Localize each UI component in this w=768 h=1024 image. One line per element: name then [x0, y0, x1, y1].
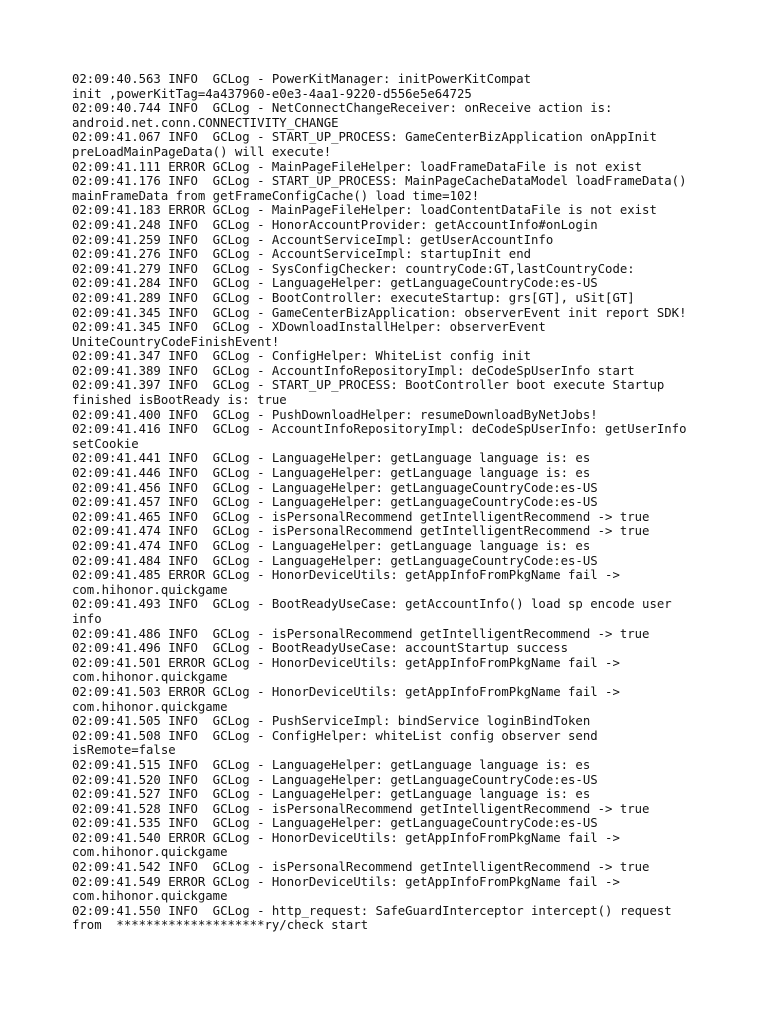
- log-line: from ********************ry/check start: [72, 918, 369, 933]
- log-line: 02:09:41.176 INFO GCLog - START_UP_PROCESS: MainPageCacheDataModel loadFrameData(): [72, 174, 687, 189]
- log-line: 02:09:41.456 INFO GCLog - LanguageHelper: getLanguageCountryCode:es-US: [72, 480, 598, 495]
- log-line: 02:09:41.540 ERROR GCLog - HonorDeviceUtils: getAppInfoFromPkgName fail ->: [72, 830, 620, 845]
- log-line: 02:09:41.259 INFO GCLog - AccountServiceImpl: getUserAccountInfo: [72, 232, 554, 247]
- log-line: 02:09:41.279 INFO GCLog - SysConfigChecker: countryCode:GT,lastCountryCode:: [72, 261, 635, 276]
- log-line: 02:09:41.416 INFO GCLog - AccountInfoRepositoryImpl: deCodeSpUserInfo: getUserInfo: [72, 422, 687, 437]
- log-line: UniteCountryCodeFinishEvent!: [72, 334, 280, 349]
- log-line: 02:09:41.457 INFO GCLog - LanguageHelper: getLanguageCountryCode:es-US: [72, 495, 598, 510]
- log-line: 02:09:41.535 INFO GCLog - LanguageHelper: getLanguageCountryCode:es-US: [72, 816, 598, 831]
- log-text-block: [72, 72, 762, 933]
- log-line: 02:09:41.550 INFO GCLog - http_request: SafeGuardInterceptor intercept() request: [72, 903, 672, 918]
- log-line: com.hihonor.quickgame: [72, 582, 228, 597]
- log-line: info: [72, 611, 102, 626]
- log-line: com.hihonor.quickgame: [72, 845, 228, 860]
- log-line: setCookie: [72, 436, 139, 451]
- log-line: 02:09:41.474 INFO GCLog - LanguageHelper: getLanguage language is: es: [72, 539, 591, 553]
- log-line: android.net.conn.CONNECTIVITY_CHANGE: [72, 115, 339, 130]
- log-line: 02:09:41.496 INFO GCLog - BootReadyUseCase: accountStartup success: [72, 641, 569, 656]
- log-line: 02:09:41.484 INFO GCLog - LanguageHelper: getLanguageCountryCode:es-US: [72, 553, 598, 568]
- log-line: init ,powerKitTag=4a437960-e0e3-4aa1-9220-d556e5e64725: [72, 86, 472, 101]
- log-line: 02:09:41.542 INFO GCLog - isPersonalRecommend getIntelligentRecommend -> true: [72, 860, 650, 875]
- log-line: 02:09:41.441 INFO GCLog - LanguageHelper: getLanguage language is: es: [72, 451, 591, 466]
- log-line: 02:09:41.248 INFO GCLog - HonorAccountProvider: getAccountInfo#onLogin: [72, 217, 598, 232]
- log-line: 02:09:41.528 INFO GCLog - isPersonalRecommend getIntelligentRecommend -> true: [72, 801, 650, 816]
- log-line: 02:09:41.493 INFO GCLog - BootReadyUseCase: getAccountInfo() load sp encode user: [72, 597, 672, 612]
- log-line: 02:09:41.284 INFO GCLog - LanguageHelper: getLanguageCountryCode:es-US: [72, 276, 598, 291]
- log-line: 02:09:41.503 ERROR GCLog - HonorDeviceUtils: getAppInfoFromPkgName fail ->: [72, 684, 620, 699]
- log-line: 02:09:41.515 INFO GCLog - LanguageHelper: getLanguage language is: es: [72, 757, 591, 772]
- log-line: 02:09:41.183 ERROR GCLog - MainPageFileHelper: loadContentDataFile is not exist: [72, 203, 657, 218]
- log-line: 02:09:41.527 INFO GCLog - LanguageHelper: getLanguage language is: es: [72, 787, 591, 802]
- log-line: isRemote=false: [72, 743, 176, 758]
- log-line: 02:09:41.465 INFO GCLog - isPersonalRecommend getIntelligentRecommend -> true: [72, 509, 650, 524]
- log-line: 02:09:41.067 INFO GCLog - START_UP_PROCESS: GameCenterBizApplication onAppInit: [72, 130, 657, 145]
- log-line: 02:09:41.289 INFO GCLog - BootController: executeStartup: grs[GT], uSit[GT]: [72, 290, 635, 305]
- log-line: 02:09:41.347 INFO GCLog - ConfigHelper: WhiteList config init: [72, 349, 532, 364]
- log-line: 02:09:41.520 INFO GCLog - LanguageHelper: getLanguageCountryCode:es-US: [72, 772, 598, 787]
- log-line: 02:09:41.397 INFO GCLog - START_UP_PROCESS: BootController boot execute Startup: [72, 378, 665, 393]
- log-line: 02:09:41.474 INFO GCLog - isPersonalRecommend getIntelligentRecommend -> true: [72, 524, 650, 539]
- log-line: 02:09:41.389 INFO GCLog - AccountInfoRepositoryImpl: deCodeSpUserInfo start: [72, 363, 635, 378]
- log-line: 02:09:41.485 ERROR GCLog - HonorDeviceUtils: getAppInfoFromPkgName fail ->: [72, 568, 620, 583]
- log-line: 02:09:41.345 INFO GCLog - XDownloadInstallHelper: observerEvent: [72, 320, 546, 335]
- log-line: 02:09:41.501 ERROR GCLog - HonorDeviceUtils: getAppInfoFromPkgName fail ->: [72, 655, 620, 670]
- log-line: 02:09:41.276 INFO GCLog - AccountServiceImpl: startupInit end: [72, 247, 532, 262]
- log-line: 02:09:41.508 INFO GCLog - ConfigHelper: whiteList config observer send: [72, 728, 598, 743]
- log-line: 02:09:41.549 ERROR GCLog - HonorDeviceUtils: getAppInfoFromPkgName fail ->: [72, 874, 620, 889]
- log-line: 02:09:41.400 INFO GCLog - PushDownloadHelper: resumeDownloadByNetJobs!: [72, 407, 598, 422]
- log-line: finished isBootReady is: true: [72, 393, 287, 408]
- log-line: preLoadMainPageData() will execute!: [72, 144, 332, 159]
- log-line: 02:09:40.744 INFO GCLog - NetConnectChangeReceiver: onReceive action is:: [72, 101, 613, 116]
- log-line: 02:09:41.345 INFO GCLog - GameCenterBizApplication: observerEvent init report SDK!: [72, 305, 687, 320]
- log-line: 02:09:41.486 INFO GCLog - isPersonalRecommend getIntelligentRecommend -> true: [72, 626, 650, 641]
- log-line: 02:09:41.111 ERROR GCLog - MainPageFileHelper: loadFrameDataFile is not exist: [72, 159, 643, 174]
- log-line: 02:09:41.446 INFO GCLog - LanguageHelper: getLanguage language is: es: [72, 466, 591, 481]
- log-line: 02:09:40.563 INFO GCLog - PowerKitManager: initPowerKitCompat: [72, 72, 532, 86]
- log-line: com.hihonor.quickgame: [72, 889, 228, 904]
- log-line: 02:09:41.505 INFO GCLog - PushServiceImpl: bindService loginBindToken: [72, 714, 591, 729]
- log-line: com.hihonor.quickgame: [72, 670, 228, 685]
- log-line: mainFrameData from getFrameConfigCache() load time=102!: [72, 188, 480, 203]
- log-line: com.hihonor.quickgame: [72, 699, 228, 714]
